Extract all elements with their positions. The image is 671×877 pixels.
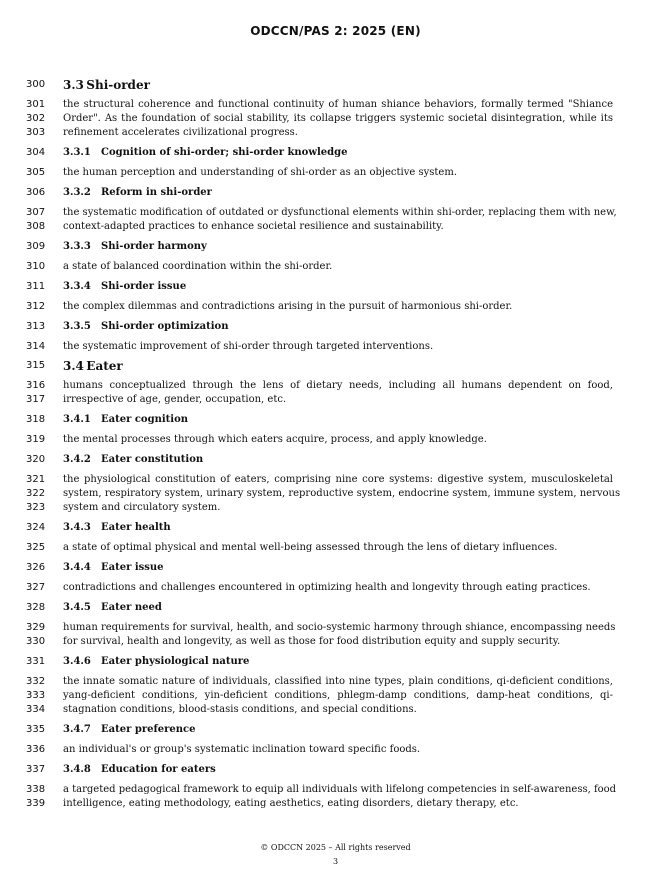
line-numbers xyxy=(0,166,63,180)
text-line: the systematic improvement of shi-order through targeted interventions. xyxy=(63,341,434,352)
line-numbers xyxy=(0,379,63,407)
section-number: 3.4.7 xyxy=(63,724,91,735)
section-number: 3.3.4 xyxy=(63,281,91,292)
line-number: 316 xyxy=(26,380,46,391)
subsection-heading xyxy=(0,320,671,334)
definition-paragraph xyxy=(0,783,671,811)
line-number: 332 xyxy=(26,676,46,687)
line-numbers xyxy=(0,541,63,555)
definition-paragraph xyxy=(0,260,671,274)
line-numbers xyxy=(0,743,63,757)
line-number: 302 xyxy=(26,113,46,124)
heading-text xyxy=(63,359,613,373)
line-numbers xyxy=(0,146,63,160)
line-number: 314 xyxy=(26,341,46,352)
subsection-heading xyxy=(0,763,671,777)
line-number: 336 xyxy=(26,744,46,755)
line-number: 339 xyxy=(26,798,46,809)
text-line: the structural coherence and functional continuity of human shiance behaviors, formally termed "Shiance xyxy=(63,99,613,110)
definition-paragraph xyxy=(0,433,671,447)
section-heading xyxy=(0,359,671,373)
line-number: 318 xyxy=(26,414,46,425)
definition-text xyxy=(63,783,617,811)
term-title: Reform in shi-order xyxy=(101,187,212,198)
section-number: 3.3.2 xyxy=(63,187,91,198)
subsection-heading xyxy=(0,521,671,535)
section-number: 3.4.5 xyxy=(63,602,91,613)
term-title: Eater xyxy=(86,359,123,373)
line-numbers xyxy=(0,300,63,314)
heading-text xyxy=(63,655,613,669)
line-numbers xyxy=(0,98,63,140)
line-numbers xyxy=(0,655,63,669)
line-number: 326 xyxy=(26,562,46,573)
heading-text xyxy=(63,561,613,575)
text-line: a targeted pedagogical framework to equip all individuals with lifelong competencies in self-awareness, food xyxy=(63,784,617,795)
section-number: 3.3.3 xyxy=(63,241,91,252)
section-number: 3.3.1 xyxy=(63,147,91,158)
term-title: Eater preference xyxy=(101,724,196,735)
line-numbers xyxy=(0,763,63,777)
text-line: stagnation conditions, blood-stasis conditions, and special conditions. xyxy=(63,704,417,715)
definition-text xyxy=(63,743,613,757)
definition-paragraph xyxy=(0,473,671,515)
definition-paragraph xyxy=(0,340,671,354)
term-title: Eater constitution xyxy=(101,454,204,465)
line-number: 331 xyxy=(26,656,46,667)
definition-text xyxy=(63,541,613,555)
line-numbers xyxy=(0,723,63,737)
line-numbers xyxy=(0,561,63,575)
heading-text xyxy=(63,413,613,427)
page-number: 3 xyxy=(332,857,339,866)
line-number: 328 xyxy=(26,602,46,613)
line-number: 310 xyxy=(26,261,46,272)
document-header: ODCCN/PAS 2: 2025 (EN) xyxy=(250,24,421,38)
line-number: 304 xyxy=(26,147,46,158)
line-number: 301 xyxy=(26,99,46,110)
text-line: system and circulatory system. xyxy=(63,502,221,513)
definition-paragraph xyxy=(0,541,671,555)
line-number: 300 xyxy=(26,79,46,90)
section-number: 3.4.2 xyxy=(63,454,91,465)
heading-text xyxy=(63,186,613,200)
line-numbers xyxy=(0,78,63,92)
heading-text xyxy=(63,763,613,777)
heading-text xyxy=(63,146,613,160)
heading-text xyxy=(63,78,613,92)
text-line: the innate somatic nature of individuals, classified into nine types, plain conditions, qi-deficient conditions, xyxy=(63,676,613,687)
text-line: for survival, health and longevity, as well as those for food distribution equity and supply security. xyxy=(63,636,561,647)
line-number: 333 xyxy=(26,690,46,701)
line-number: 315 xyxy=(26,360,46,371)
line-numbers xyxy=(0,675,63,717)
line-numbers xyxy=(0,206,63,234)
text-line: the systematic modification of outdated or dysfunctional elements within shi-order, replacing them with new, xyxy=(63,207,617,218)
line-number: 325 xyxy=(26,542,46,553)
text-line: a state of optimal physical and mental well-being assessed through the lens of dietary influences. xyxy=(63,542,558,553)
text-line: Order". As the foundation of social stability, its collapse triggers systemic societal disintegration, while its xyxy=(63,113,613,124)
section-number: 3.4.4 xyxy=(63,562,91,573)
definition-paragraph xyxy=(0,675,671,717)
section-number: 3.4 xyxy=(63,359,84,373)
definition-paragraph xyxy=(0,581,671,595)
line-numbers xyxy=(0,621,63,649)
term-title: Eater issue xyxy=(101,562,164,573)
section-number: 3.3.5 xyxy=(63,321,91,332)
definition-paragraph xyxy=(0,206,671,234)
text-line: the human perception and understanding of shi-order as an objective system. xyxy=(63,167,458,178)
line-numbers xyxy=(0,581,63,595)
text-line: refinement accelerates civilizational progress. xyxy=(63,127,298,138)
line-numbers xyxy=(0,413,63,427)
heading-text xyxy=(63,601,613,615)
term-title: Shi-order optimization xyxy=(101,321,229,332)
subsection-heading xyxy=(0,280,671,294)
line-numbers xyxy=(0,783,63,811)
term-title: Education for eaters xyxy=(101,764,216,775)
text-line: irrespective of age, gender, occupation, etc. xyxy=(63,394,287,405)
footer-copyright: © ODCCN 2025 – All rights reserved xyxy=(260,843,411,852)
line-numbers xyxy=(0,186,63,200)
definition-text xyxy=(63,473,621,515)
heading-text xyxy=(63,723,613,737)
subsection-heading xyxy=(0,723,671,737)
definition-text xyxy=(63,206,617,234)
term-title: Shi-order issue xyxy=(101,281,187,292)
definition-paragraph xyxy=(0,621,671,649)
line-numbers xyxy=(0,601,63,615)
text-line: system, respiratory system, urinary system, reproductive system, endocrine system, immune system, nervous xyxy=(63,488,621,499)
definition-text xyxy=(63,166,613,180)
term-title: Shi-order xyxy=(86,78,150,92)
line-numbers xyxy=(0,280,63,294)
text-line: the complex dilemmas and contradictions arising in the pursuit of harmonious shi-order. xyxy=(63,301,513,312)
line-numbers xyxy=(0,521,63,535)
definition-paragraph xyxy=(0,98,671,140)
definition-text xyxy=(63,675,613,717)
definition-text xyxy=(63,260,613,274)
term-title: Eater need xyxy=(101,602,162,613)
definition-text xyxy=(63,340,613,354)
definition-paragraph xyxy=(0,300,671,314)
term-title: Eater cognition xyxy=(101,414,189,425)
heading-text xyxy=(63,521,613,535)
line-number: 337 xyxy=(26,764,46,775)
text-line: context-adapted practices to enhance societal resilience and sustainability. xyxy=(63,221,444,232)
line-number: 323 xyxy=(26,502,46,513)
line-number: 334 xyxy=(26,704,46,715)
text-line: yang-deficient conditions, yin-deficient conditions, phlegm-damp conditions, damp-heat conditions, qi- xyxy=(63,690,613,701)
line-number: 335 xyxy=(26,724,46,735)
definition-text xyxy=(63,98,613,140)
subsection-heading xyxy=(0,561,671,575)
subsection-heading xyxy=(0,413,671,427)
line-number: 319 xyxy=(26,434,46,445)
line-number: 306 xyxy=(26,187,46,198)
text-line: a state of balanced coordination within the shi-order. xyxy=(63,261,333,272)
heading-text xyxy=(63,280,613,294)
section-heading xyxy=(0,78,671,92)
subsection-heading xyxy=(0,453,671,467)
line-number: 320 xyxy=(26,454,46,465)
text-line: human requirements for survival, health, and socio-systemic harmony through shiance, encompassing needs xyxy=(63,622,616,633)
subsection-heading xyxy=(0,146,671,160)
line-number: 313 xyxy=(26,321,46,332)
section-number: 3.3 xyxy=(63,78,84,92)
line-number: 330 xyxy=(26,636,46,647)
line-numbers xyxy=(0,473,63,515)
subsection-heading xyxy=(0,186,671,200)
subsection-heading xyxy=(0,240,671,254)
definition-text xyxy=(63,433,613,447)
line-number: 305 xyxy=(26,167,46,178)
definition-text xyxy=(63,379,613,407)
section-number: 3.4.1 xyxy=(63,414,91,425)
line-numbers xyxy=(0,240,63,254)
line-numbers xyxy=(0,359,63,373)
line-number: 312 xyxy=(26,301,46,312)
text-line: intelligence, eating methodology, eating aesthetics, eating disorders, dietary therapy, etc. xyxy=(63,798,519,809)
line-number: 308 xyxy=(26,221,46,232)
text-line: the physiological constitution of eaters, comprising nine core systems: digestive system, musculoskeletal xyxy=(63,474,613,485)
term-title: Eater physiological nature xyxy=(101,656,250,667)
line-number: 322 xyxy=(26,488,46,499)
section-number: 3.4.3 xyxy=(63,522,91,533)
line-numbers xyxy=(0,433,63,447)
heading-text xyxy=(63,320,613,334)
line-number: 338 xyxy=(26,784,46,795)
definition-paragraph xyxy=(0,379,671,407)
line-numbers xyxy=(0,320,63,334)
term-title: Eater health xyxy=(101,522,171,533)
definition-paragraph xyxy=(0,166,671,180)
line-number: 329 xyxy=(26,622,46,633)
line-number: 327 xyxy=(26,582,46,593)
line-numbers xyxy=(0,453,63,467)
term-title: Shi-order harmony xyxy=(101,241,207,252)
definition-text xyxy=(63,621,616,649)
text-line: contradictions and challenges encountered in optimizing health and longevity through eating practices. xyxy=(63,582,591,593)
line-number: 321 xyxy=(26,474,46,485)
line-number: 324 xyxy=(26,522,46,533)
definition-paragraph xyxy=(0,743,671,757)
subsection-heading xyxy=(0,655,671,669)
line-number: 309 xyxy=(26,241,46,252)
definition-text xyxy=(63,300,613,314)
document-body xyxy=(0,78,671,811)
term-title: Cognition of shi-order; shi-order knowledge xyxy=(101,147,348,158)
line-number: 317 xyxy=(26,394,46,405)
definition-text xyxy=(63,581,613,595)
section-number: 3.4.8 xyxy=(63,764,91,775)
heading-text xyxy=(63,240,613,254)
line-number: 311 xyxy=(26,281,46,292)
heading-text xyxy=(63,453,613,467)
line-number: 307 xyxy=(26,207,46,218)
text-line: the mental processes through which eaters acquire, process, and apply knowledge. xyxy=(63,434,487,445)
line-numbers xyxy=(0,340,63,354)
text-line: an individual's or group's systematic inclination toward specific foods. xyxy=(63,744,421,755)
line-number: 303 xyxy=(26,127,46,138)
text-line: humans conceptualized through the lens of dietary needs, including all humans dependent on food, xyxy=(63,380,613,391)
subsection-heading xyxy=(0,601,671,615)
section-number: 3.4.6 xyxy=(63,656,91,667)
line-numbers xyxy=(0,260,63,274)
